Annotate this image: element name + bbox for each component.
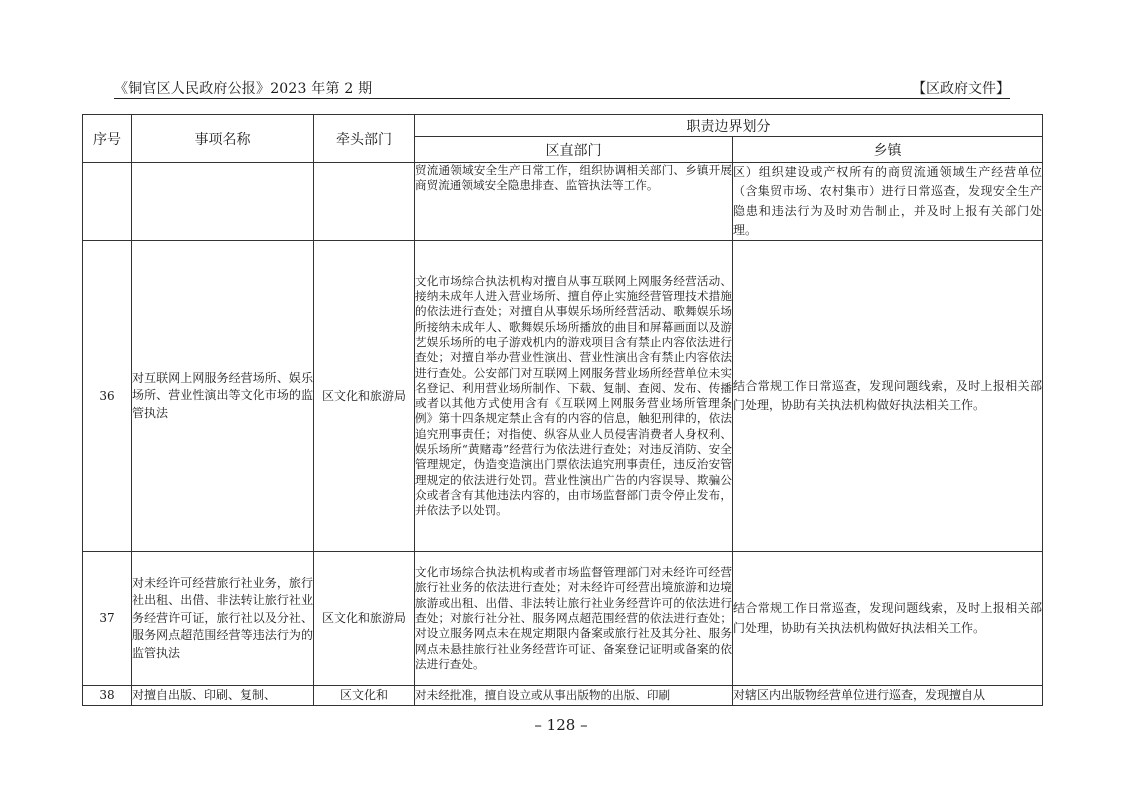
- col-header-boundary: 职责边界划分: [415, 115, 1043, 137]
- table-row: [83, 163, 1043, 241]
- row-item-name: [132, 163, 314, 241]
- row-township-duty: 区）组织建设或产权所有的商贸流通领域生产经营单位（含集贸市场、农村集市）进行日常巡查，发现安全生产隐患和违法行为及时劝告制止，并及时上报有关部门处理。: [733, 163, 1043, 241]
- row-lead-dept: 区文化和旅游局: [314, 552, 415, 686]
- row-district-duty: 文化市场综合执法机构对擅自从事互联网上网服务经营活动、接纳未成年人进入营业场所、擅自停止实施经营管理技术措施的依法进行查处；对擅自从事娱乐场所经营活动、歌舞娱乐场所接纳未成年人、歌舞娱乐场所播放的曲目和屏幕画面以及游艺娱乐场所的电子游戏机内的游戏项目含有禁止内容依法进行查处；对擅自举办营业性演出、营业性演出含有禁止内容依法进行查处。公安部门对互联网上网服务营业场所经营单位未实名登记、利用营业场所制作、下载、复制、查阅、发布、传播或者以其他方式使用含有《互联网上网服务营业场所管理条例》第十四条规定禁止含有的内容的信息，触犯刑律的，依法追究刑事责任；对指使、纵容从业人员侵害消费者人身权利、娱乐场所“黄赌毒”经营行为依法进行查处；对违反消防、安全管理规定，伪造变造演出门票依法追究刑事责任，违反治安管理规定的依法进行处罚。营业性演出广告的内容误导、欺骗公众或者含有其他违法内容的，由市场监督部门责令停止发布，并依法予以处罚。: [415, 241, 733, 552]
- section-label: 【区政府文件】: [912, 81, 1010, 97]
- row-township-duty: 对辖区内出版物经营单位进行巡查，发现擅自从: [733, 686, 1043, 706]
- row-no: 36: [83, 241, 132, 552]
- col-header-district: 区直部门: [415, 137, 733, 163]
- row-township-duty: 结合常规工作日常巡查，发现问题线索，及时上报相关部门处理，协助有关执法机构做好执法相关工作。: [733, 241, 1043, 552]
- row-item-name: 对擅自出版、印刷、复制、: [132, 686, 314, 706]
- table-row: [83, 686, 1043, 706]
- row-township-duty: 结合常规工作日常巡查，发现问题线索，及时上报相关部门处理，协助有关执法机构做好执法相关工作。: [733, 552, 1043, 686]
- row-item-name: 对未经许可经营旅行社业务，旅行社出租、出借、非法转让旅行社业务经营许可证，旅行社以及分社、服务网点超范围经营等违法行为的监管执法: [132, 552, 314, 686]
- row-district-duty: 文化市场综合执法机构或者市场监督管理部门对未经许可经营旅行社业务的依法进行查处；对未经许可经营出境旅游和边境旅游或出租、出借、非法转让旅行社业务经营许可的依法进行查处；对旅行社分社、服务网点超范围经营的依法进行查处；对设立服务网点未在规定期限内备案或旅行社及其分社、服务网点未悬挂旅行社业务经营许可证、备案登记证明或备案的依法进行查处。: [415, 552, 733, 686]
- col-header-no: 序号: [83, 115, 132, 163]
- gazette-title: 《铜官区人民政府公报》2023 年第 2 期: [114, 81, 373, 97]
- row-lead-dept: 区文化和旅游局: [314, 241, 415, 552]
- col-header-lead: 牵头部门: [314, 115, 415, 163]
- table-row: [83, 241, 1043, 552]
- col-header-name: 事项名称: [132, 115, 314, 163]
- header-rule: [114, 98, 1010, 99]
- row-district-duty: 对未经批准，擅自设立或从事出版物的出版、印刷: [415, 686, 733, 706]
- row-no: 37: [83, 552, 132, 686]
- row-lead-dept: [314, 163, 415, 241]
- page-header: [114, 78, 1010, 98]
- page-number: – 128 –: [534, 716, 588, 734]
- responsibility-table: [82, 114, 1043, 706]
- table-row: [83, 552, 1043, 686]
- row-no: [83, 163, 132, 241]
- row-item-name: 对互联网上网服务经营场所、娱乐场所、营业性演出等文化市场的监管执法: [132, 241, 314, 552]
- row-district-duty: 贸流通领域安全生产日常工作，组织协调相关部门、乡镇开展商贸流通领域安全隐患排查、监管执法等工作。: [415, 163, 733, 241]
- row-no: 38: [83, 686, 132, 706]
- col-header-township: 乡镇: [733, 137, 1043, 163]
- row-lead-dept: 区文化和: [314, 686, 415, 706]
